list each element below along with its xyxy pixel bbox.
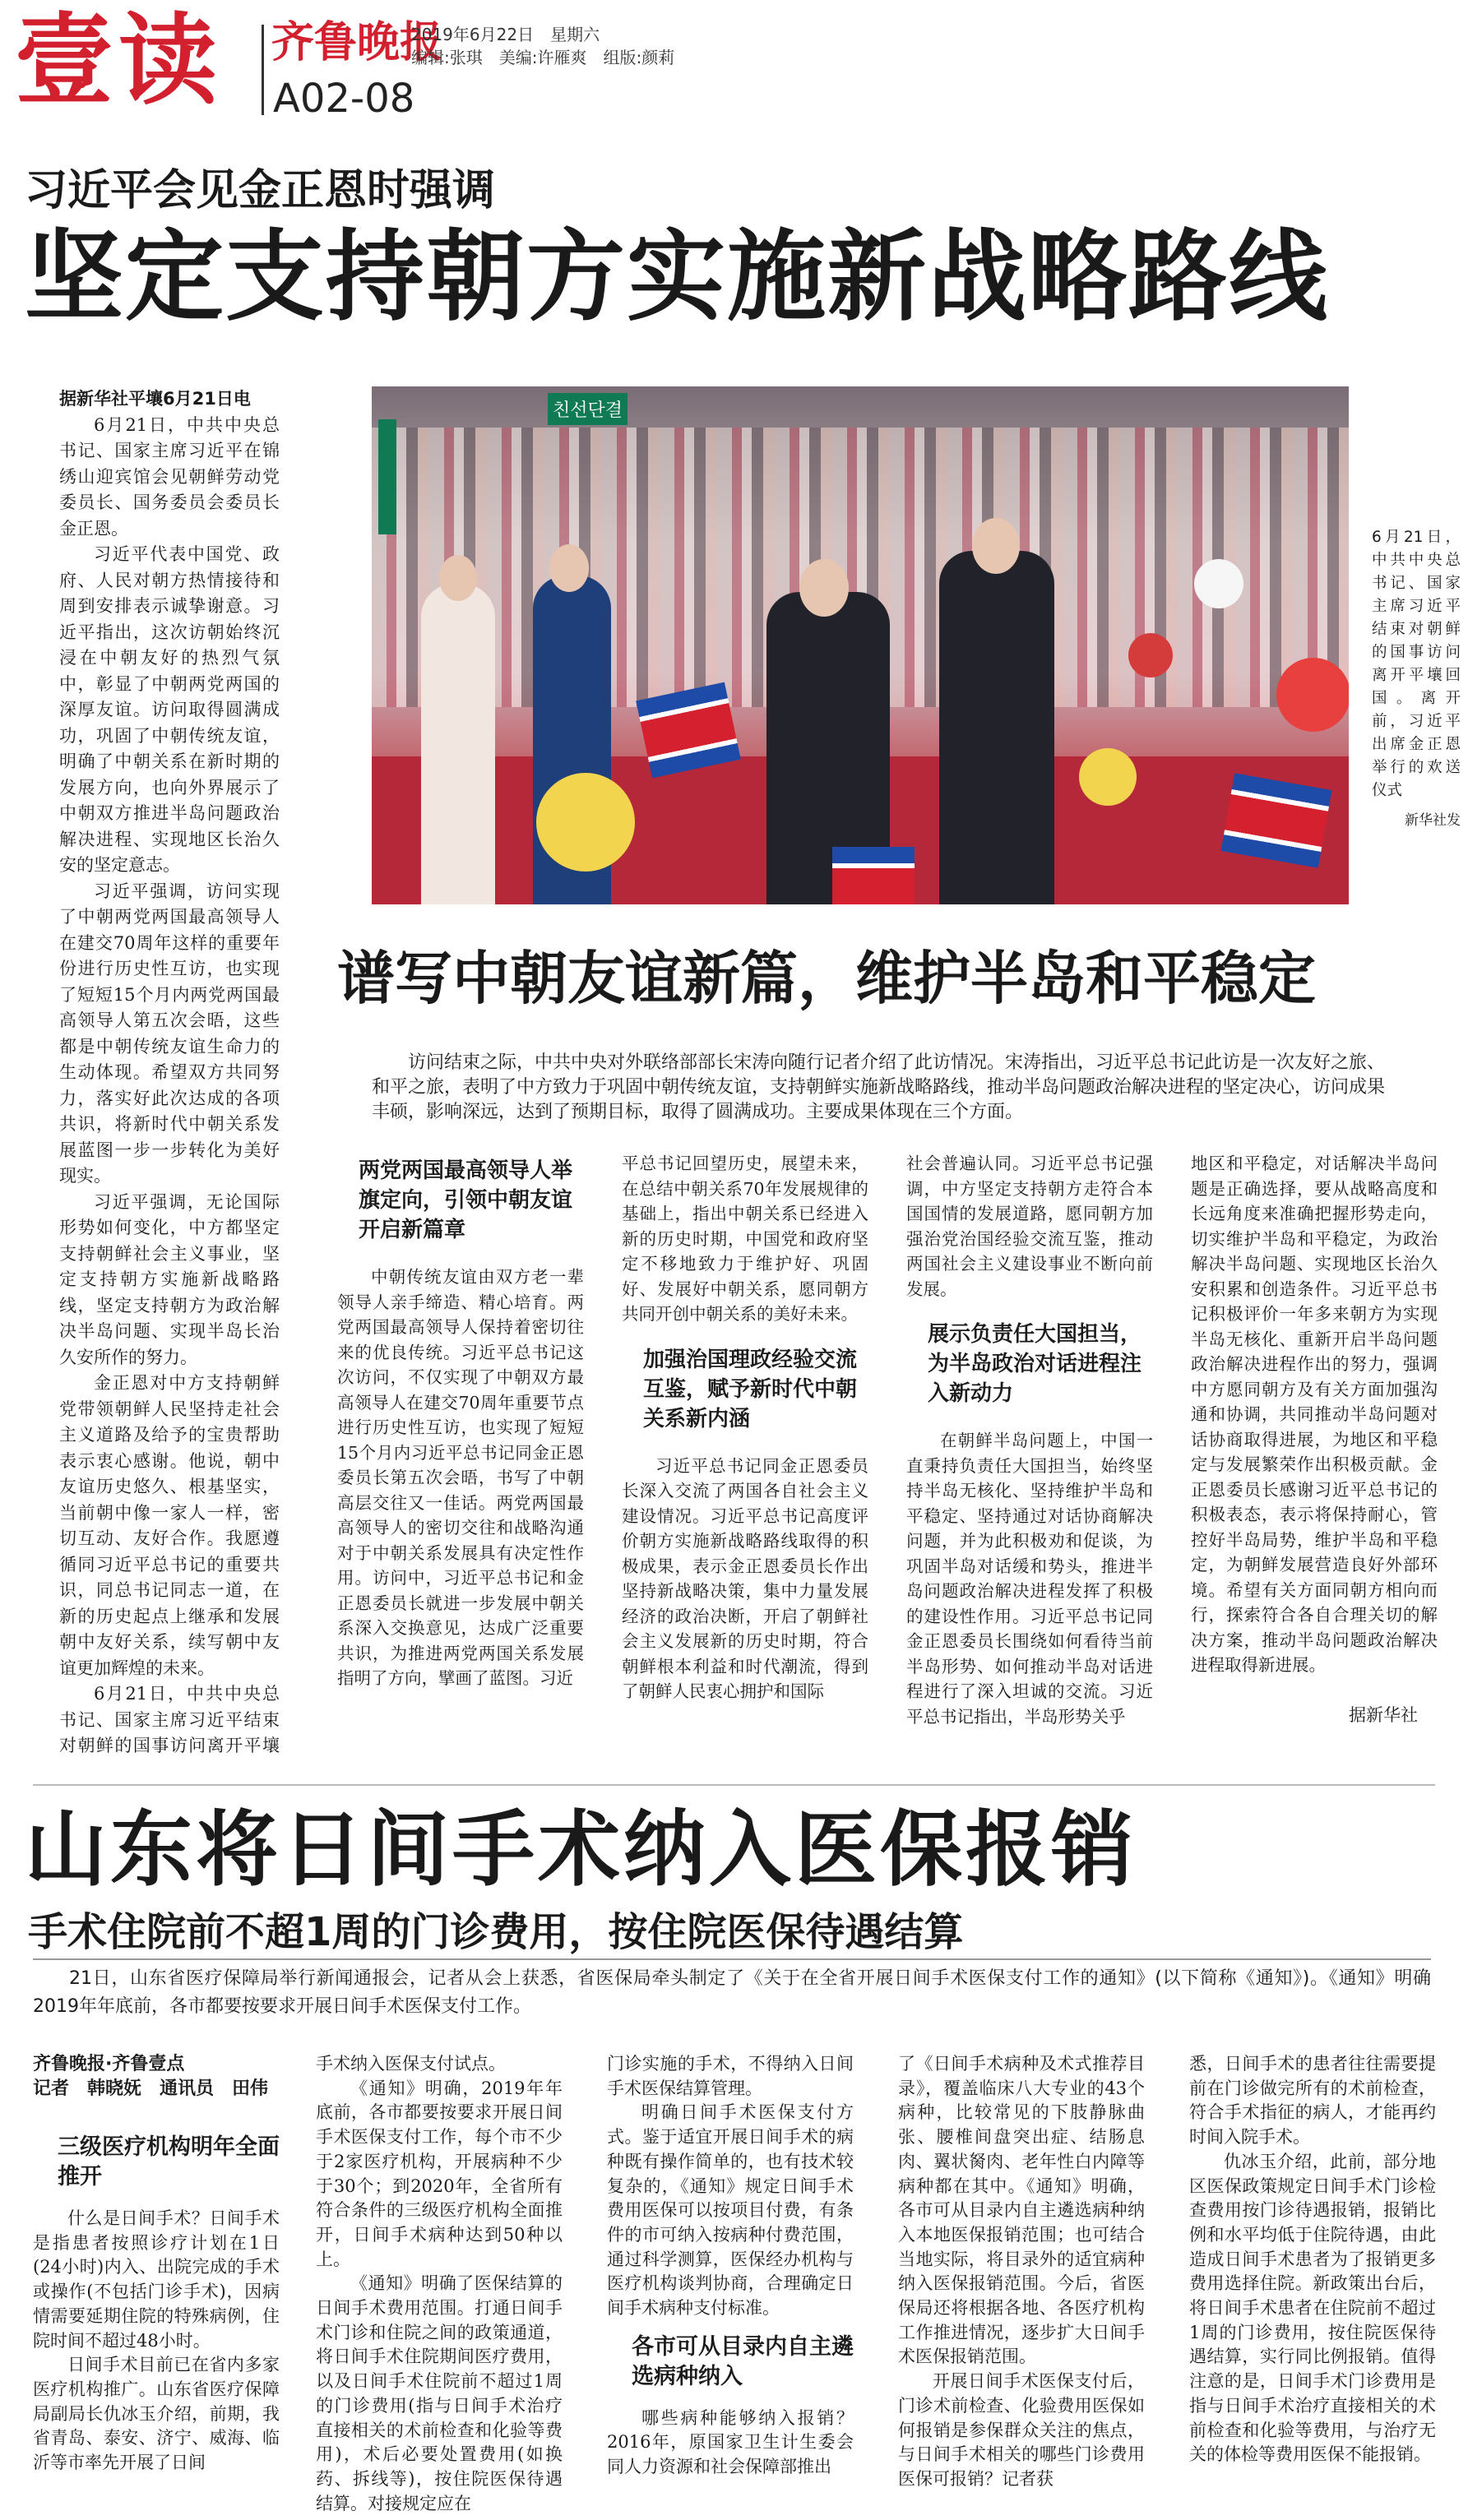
photo-face [972,518,1020,574]
photo-credit: 新华社发 [1405,812,1461,829]
story1-column-4 [1191,1151,1438,1694]
story2-column-1 [33,2121,280,2516]
paragraph: 平总书记回望历史，展望未来，在总结中朝关系70年发展规律的基础上，指出中朝关系已经进入新的历史时期，中国党和政府坚定不移地致力于维护好、巩固好、发展好中朝关系，愿同朝方共同开创中朝关系的美好未来。 [622,1154,868,1324]
paragraph: 了《日间手术病种及术式推荐目录》，覆盖临床八大专业的43个病种，比较常见的下肢静脉曲张、腰椎间盘突出症、结肠息肉、翼状胬肉、老年性白内障等病种都在其中。《通知》明确，各市可从目录内自主遴选病种纳入本地医保报销范围；也可结合当地实际，将目录外的适宜病种纳入医保报销范围。今后，省医保局还将根据各地、各医疗机构工作推进情况，逐步扩大日间手术医保报销范围。 [898,2054,1145,2367]
paragraph: 日间手术目前已在省内多家医疗机构推广。山东省医疗保障局副局长仇冰玉介绍，前期，我省青岛、泰安、济宁、威海、临沂等市率先开展了日间 [33,2355,280,2473]
paragraph: 6月21日，中共中央总书记、国家主席习近平在锦绣山迎宾馆会见朝鲜劳动党委员长、国务委员会委员长金正恩。 [59,414,280,539]
section-name: 壹读 [15,4,222,118]
photo-face [799,559,849,617]
paragraph: 《通知》明确了医保结算的日间手术费用范围。打通日间手术门诊和住院之间的政策通道，将日间手术住院期间医疗费用，以及日间手术住院前不超过1周的门诊费用(指与日间手术治疗直接相关的术前检查和化验等费用)，术后必要处置费用(如换药、拆线等)，按住院医保待遇结算。对接规定应在 [316,2273,563,2513]
paragraph: 《通知》明确，2019年年底前，各市都要按要求开展日间手术医保支付工作，每个市不少于2家医疗机构，开展病种不少于30个；到2020年，全省所有符合条件的三级医疗机构全面推开，日间手术病种达到50种以上。 [316,2078,563,2269]
byline-authors: 记者 韩晓妩 通讯员 田伟 [33,2078,269,2099]
story2-headline: 山东将日间手术纳入医保报销 [25,1801,1137,1898]
news-photo [372,386,1349,904]
paragraph: 习近平总书记同金正恩委员长深入交流了两国各自社会主义建设情况。习近平总书记高度评价朝方实施新战略路线取得的积极成果，表示金正恩委员长作出坚持新战略决策，集中力量发展经济的政治决断，开启了朝鲜社会主义发展新的历史时期，符合朝鲜根本利益和时代潮流，得到了朝鲜人民衷心拥护和国际 [622,1455,868,1701]
story1-intro [372,1051,1396,1125]
photo-banner-strip [378,419,396,534]
page-number: A02-08 [273,76,415,122]
story2-column-3 [607,2052,854,2513]
paragraph: 习近平强调，无论国际形势如何变化，中方都坚定支持朝鲜社会主义事业，坚定支持朝方实施新战略路线，坚定支持朝方为政治解决半岛问题、实现半岛长治久安所作的努力。 [59,1191,280,1367]
paragraph: 手术纳入医保支付试点。 [316,2054,506,2074]
paragraph: 明确日间手术医保支付方式。鉴于适宜开展日间手术的病种既有操作简单的，也有技术较复杂的，《通知》规定日间手术费用医保可以按项目付费，有条件的市可纳入按病种付费范围，通过科学测算，医保经办机构与医疗机构谈判协商，合理确定日间手术病种支付标准。 [607,2102,854,2319]
story2-intro [33,1965,1431,2021]
paragraph: 中朝传统友谊由双方老一辈领导人亲手缔造、精心培育。两党两国最高领导人保持着密切往来的优良传统。习近平总书记这次访问，不仅实现了中朝双方最高领导人在建交70周年重要节点进行历史性互访，也实现了短短15个月内习近平总书记同金正恩委员长第五次会晤，书写了中朝高层交往又一佳话。两党两国最高领导人的密切交往和战略沟通对于中朝关系发展具有决定性作用。访问中，习近平总书记和金正恩委员长就进一步发展中朝关系深入交换意见，达成广泛重要共识，为推进两党两国关系发展指明了方向，擘画了蓝图。习近 [337,1267,584,1688]
story1-left-column [59,386,280,1759]
photo-flag [832,847,915,904]
paragraph: 悉，日间手术的患者往往需要提前在门诊做完所有的术前检查，符合手术指征的病人，才能再约时间入院手术。 [1189,2054,1436,2148]
photo-figure [939,551,1054,904]
photo-caption [1372,526,1461,832]
story1-column-2 [622,1151,868,1759]
paragraph: 习近平强调，访问实现了中朝两党两国最高领导人在建交70周年这样的重要年份进行历史性互访，也实现了短短15个月内两党两国最高领导人第五次会晤，这些都是中朝传统友谊生命力的生动体现。希望双方共同努力，落实好此次达成的各项共识，将新时代中朝关系发展蓝图一步一步转化为美好现实。 [59,881,280,1186]
story2-column-4 [898,2052,1145,2513]
intro-paragraph: 21日，山东省医疗保障局举行新闻通报会，记者从会上获悉，省医保局牵头制定了《关于在全省开展日间手术医保支付工作的通知》(以下简称《通知》)。《通知》明确2019年年底前，各市都要按要求开展日间手术医保支付工作。 [33,1968,1431,2017]
story2-byline [33,2052,304,2102]
paragraph: 仇冰玉介绍，此前，部分地区医保政策规定日间手术门诊检查费用按门诊待遇报销，报销比例和水平均低于住院待遇，由此造成日间手术患者为了报销更多费用选择住院。新政策出台后，将日间手术患者在住院前不超过1周的门诊费用，按住院医保待遇结算，实行同比例报销。值得注意的是，日间手术门诊费用是指与日间手术治疗直接相关的术前检查和化验等费用，与治疗无关的体检等费用医保不能报销。 [1189,2151,1436,2465]
paragraph: 在朝鲜半岛问题上，中国一直秉持负责任大国担当，始终坚持半岛无核化、坚持维护半岛和平稳定、坚持通过对话协商解决问题，并为此积极劝和促谈，为巩固半岛对话缓和势头，推进半岛问题政治解决进程发挥了积极的建设性作用。习近平总书记同金正恩委员长围绕如何看待当前半岛形势、如何推动半岛对话进程进行了深入坦诚的交流。习近平总书记指出，半岛形势关乎 [906,1431,1153,1727]
paragraph: 什么是日间手术？日间手术是指患者按照诊疗计划在1日(24小时)内入、出院完成的手术或操作(不包括门诊手术)，因病情需要延期住院的特殊病例，住院时间不超过48小时。 [33,2208,280,2351]
paragraph: 门诊实施的手术，不得纳入日间手术医保结算管理。 [607,2054,854,2098]
paper-logo: 齐鲁晚报 [271,17,443,67]
story2-column-2 [316,2052,563,2513]
intro-paragraph: 访问结束之际，中共中央对外联络部部长宋涛向随行记者介绍了此访情况。宋涛指出，习近平总书记此访是一次友好之旅、和平之旅，表明了中方致力于巩固中朝传统友谊，支持朝鲜实施新战略路线，推动半岛问题政治解决进程的坚定决心，访问成果丰硕，影响深远，达到了预期目标，取得了圆满成功。主要成果体现在三个方面。 [372,1052,1386,1122]
story1-kicker: 习近平会见金正恩时强调 [25,166,496,215]
photo-face [439,555,477,601]
photo-balloon [1276,658,1349,732]
photo-balloon [1079,748,1137,806]
story-divider [33,1784,1435,1786]
story1-headline: 坚定支持朝方实施新战略路线 [25,220,1329,335]
photo-figure [421,584,495,904]
photo-flag [1221,773,1332,867]
story1-column-1 [337,1151,584,1759]
photo-balloon [1194,559,1243,608]
story2-column-5 [1189,2052,1436,2513]
story1-column-3 [906,1151,1153,1759]
byline-outlet: 齐鲁晚报·齐鲁壹点 [33,2054,185,2074]
section-head: 两党两国最高领导人举旗定向，引领中朝友谊开启新篇章 [359,1158,573,1242]
story1-credit: 据新华社 [1349,1705,1418,1725]
photo-face [549,544,589,592]
story1-subhead: 谱写中朝友谊新篇，维护半岛和平稳定 [337,945,1316,1012]
paragraph: 6月21日，中共中央总书记、国家主席习近平结束对朝鲜的国事访问离开平壤 [59,1684,280,1755]
photo-caption-text: 6月21日，中共中央总书记、国家主席习近平结束对朝鲜的国事访问离开平壤回国。离开前，习近平出席金正恩举行的欢送仪式 [1372,529,1461,799]
story2-subhead: 手术住院前不超1周的门诊费用，按住院医保待遇结算 [28,1909,964,1955]
section-head: 三级医疗机构明年全面推开 [58,2134,280,2189]
staff-line: 编辑:张琪 美编:许雁爽 组版:颜莉 [411,48,675,67]
masthead-divider [262,25,264,115]
paragraph: 开展日间手术医保支付后，门诊术前检查、化验费用医保如何报销是参保群众关注的焦点，与日间手术相关的哪些门诊费用医保可报销？记者获 [898,2371,1145,2489]
date-line: 2019年6月22日 星期六 [411,25,600,44]
paragraph: 地区和平稳定，对话解决半岛问题是正确选择，要从战略高度和长远角度来准确把握形势走向，切实维护半岛和平稳定，为政治解决半岛问题、实现地区长治久安积累和创造条件。习近平总书记积极评价一年多来朝方为实现半岛无核化、重新开启半岛问题政治解决进程作出的努力，强调中方愿同朝方及有关方面加强沟通和协调，共同推动半岛问题对话协商取得进展，为地区和平稳定与发展繁荣作出积极贡献。金正恩委员长感谢习近平总书记的积极表态，表示将保持耐心，管控好半岛局势，维护半岛和平稳定，为朝鲜发展营造良好外部环境。希望有关方面同朝方相向而行，探索符合各自合理关切的解决方案，推动半岛问题政治解决进程取得新进展。 [1191,1154,1438,1675]
paragraph: 哪些病种能够纳入报销？2016年，原国家卫生计生委会同人力资源和社会保障部推出 [607,2407,854,2477]
photo-balloon [1128,633,1173,677]
paragraph: 习近平代表中国党、政府、人民对朝方热情接待和周到安排表示诚挚谢意。习近平指出，这次访朝始终沉浸在中朝友好的热烈气氛中，彰显了中朝两党两国的深厚友谊。访问取得圆满成功，巩固了中朝传统友谊，明确了中朝关系在新时期的发展方向，也向外界展示了中朝双方推进半岛问题政治解决进程、实现地区长治久安的坚定意志。 [59,544,280,875]
section-head: 加强治国理政经验交流互鉴，赋予新时代中朝关系新内涵 [643,1347,858,1431]
section-head: 展示负责任大国担当，为半岛政治对话进程注入新动力 [928,1322,1142,1406]
photo-banner: 친선단결 [548,393,627,425]
paragraph: 金正恩对中方支持朝鲜党带领朝鲜人民坚持走社会主义道路及给予的宝贵帮助表示衷心感谢。他说，朝中友谊历史悠久、根基坚实，当前朝中像一家人一样，密切互动、友好合作。我愿遵循同习近平总书记的重要共识，同总书记同志一道，在新的历史起点上继承和发展朝中友好关系，续写朝中友谊更加辉煌的未来。 [59,1373,280,1678]
photo-balloon [536,773,635,872]
section-head: 各市可从目录内自主遴选病种纳入 [632,2333,854,2389]
paragraph: 社会普遍认同。习近平总书记强调，中方坚定支持朝方走符合本国国情的发展道路，愿同朝方加强治党治国经验交流互鉴，推动两国社会主义建设事业不断向前发展。 [906,1154,1153,1299]
dateline: 据新华社平壤6月21日电 [59,389,251,409]
intro-rule [33,1958,1431,1960]
